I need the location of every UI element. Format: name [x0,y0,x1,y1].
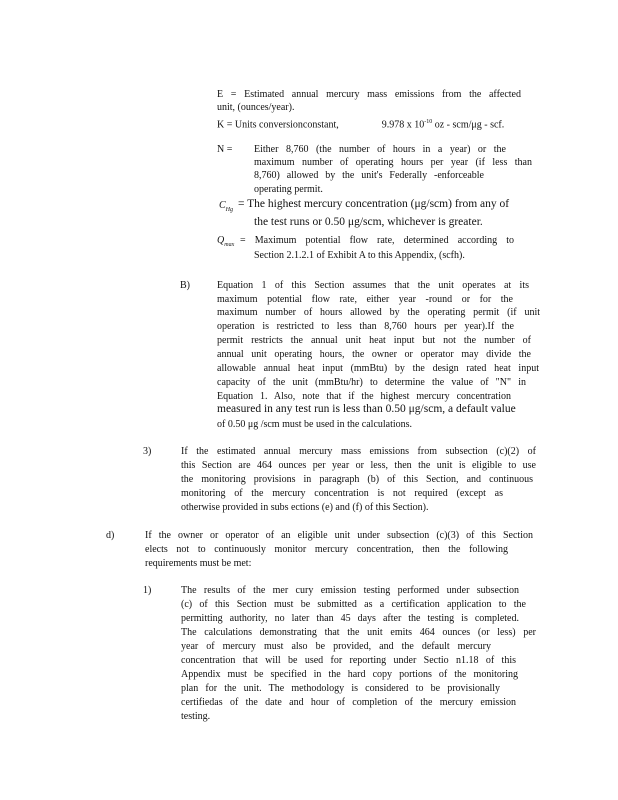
item-3-line: this Section are 464 ounces per year or less, then the unit is eligible to use [181,460,536,471]
item-b-line: capacity of the unit (mmBtu/hr) to determine the value of "N" in [217,377,526,388]
item-d1-line: certifiedas of the date and hour of completion of the mercury emission [181,697,516,708]
var-k-value: 9.978 x 10 [381,119,425,131]
item-b-line: maximum potential flow rate, either year -round or for the [217,294,513,305]
item-d1-line: The results of the mer cury emission testing performed under subsection [181,585,519,596]
var-k-line [217,116,504,131]
item-d1-line: permitting authority, no later than 45 days after the testing is completed. [181,613,519,624]
item-d1-line: plan for the unit. The methodology is considered to be provisionally [181,683,500,694]
item-3-line: the monitoring provisions in paragraph (b) of this Section, and continuous [181,474,533,485]
item-b-line: operation is restricted to less than 8,760 hours per year).If the [217,321,514,332]
item-d1-line: (c) of this Section must be submitted as a certification application to the [181,599,526,610]
var-k-exponent: -10 [424,119,433,125]
var-k-prefix: K = Units conversionconstant, [217,119,339,131]
item-d1-line: concentration that will be used for reporting under Sectio n1.18 of this [181,655,516,666]
var-c-line2: the test runs or 0.50 μg/scm, whichever is greater. [254,216,483,228]
item-b-line: Equation 1 of this Section assumes that the unit operates at its [217,280,529,291]
var-n-line: 8,760) allowed by the unit's Federally -enforceable [254,170,484,181]
var-c-line1: = The highest mercury concentration (μg/scm) from any of [238,198,510,210]
item-d1-line: Appendix must be specified in the hard copy portions of the monitoring [181,669,518,680]
var-q-symbol-text: Q [217,235,225,246]
item-b-line: Equation 1. Also, note that if the highest mercury concentration [217,391,511,402]
item-b-line: permit restricts the annual unit heat input but not the number of [217,335,531,346]
var-c-subscript: Hg [225,207,234,213]
item-b-line: measured in any test run is less than 0.50 μg/scm, a default value [217,403,516,415]
item-3-label: 3) [143,446,152,457]
item-d1-line: testing. [181,711,211,722]
var-e-line1: E = Estimated annual mercury mass emissions from the affected [217,89,521,100]
item-d1-line: year of mercury must also be provided, and the default mercury [181,641,491,652]
item-d-line: requirements must be met: [145,558,252,569]
var-k-unit: oz - scm/μg - scf. [434,119,505,131]
var-n-line: operating permit. [254,184,323,195]
item-b-line: of 0.50 μg /scm must be used in the calculations. [217,419,413,430]
var-q-subscript: max [224,242,235,248]
item-3-line: otherwise provided in subs ections (e) and (f) of this Section). [181,502,429,513]
var-e-line2: unit, (ounces/year). [217,102,295,113]
var-q-symbol [217,234,234,252]
item-3-line: If the estimated annual mercury mass emissions from subsection (c)(2) of [181,446,536,457]
item-d-line: If the owner or operator of an eligible unit under subsection (c)(3) of this Section [145,530,533,541]
item-d-label: d) [106,530,115,541]
item-b-line: annual unit operating hours, the owner or operator may divide the [217,349,531,360]
var-n-line: maximum number of operating hours per year (if less than [254,157,532,168]
item-b-label: B) [180,280,190,291]
var-n-line: Either 8,760 (the number of hours in a year) or the [254,144,506,155]
var-q-line2: Section 2.1.2.1 of Exhibit A to this Appendix, (scfh). [254,250,465,261]
item-b-line: allowable annual heat input (mmBtu) by the design rated heat input [217,363,539,374]
item-d1-line: The calculations demonstrating that the unit emits 464 ounces (or less) per [181,627,536,638]
item-3-line: monitoring of the mercury concentration is not required (except as [181,488,503,499]
var-q-line1: = Maximum potential flow rate, determined according to [240,235,514,246]
item-b-line: maximum number of hours allowed by the operating permit (if unit [217,307,540,318]
var-c-symbol-text: C [219,200,226,211]
item-d-line: elects not to continuously monitor mercury concentration, then the following [145,544,508,555]
var-c-symbol [219,199,233,217]
var-n-prefix: N = [217,144,233,155]
item-d1-label: 1) [143,585,152,596]
